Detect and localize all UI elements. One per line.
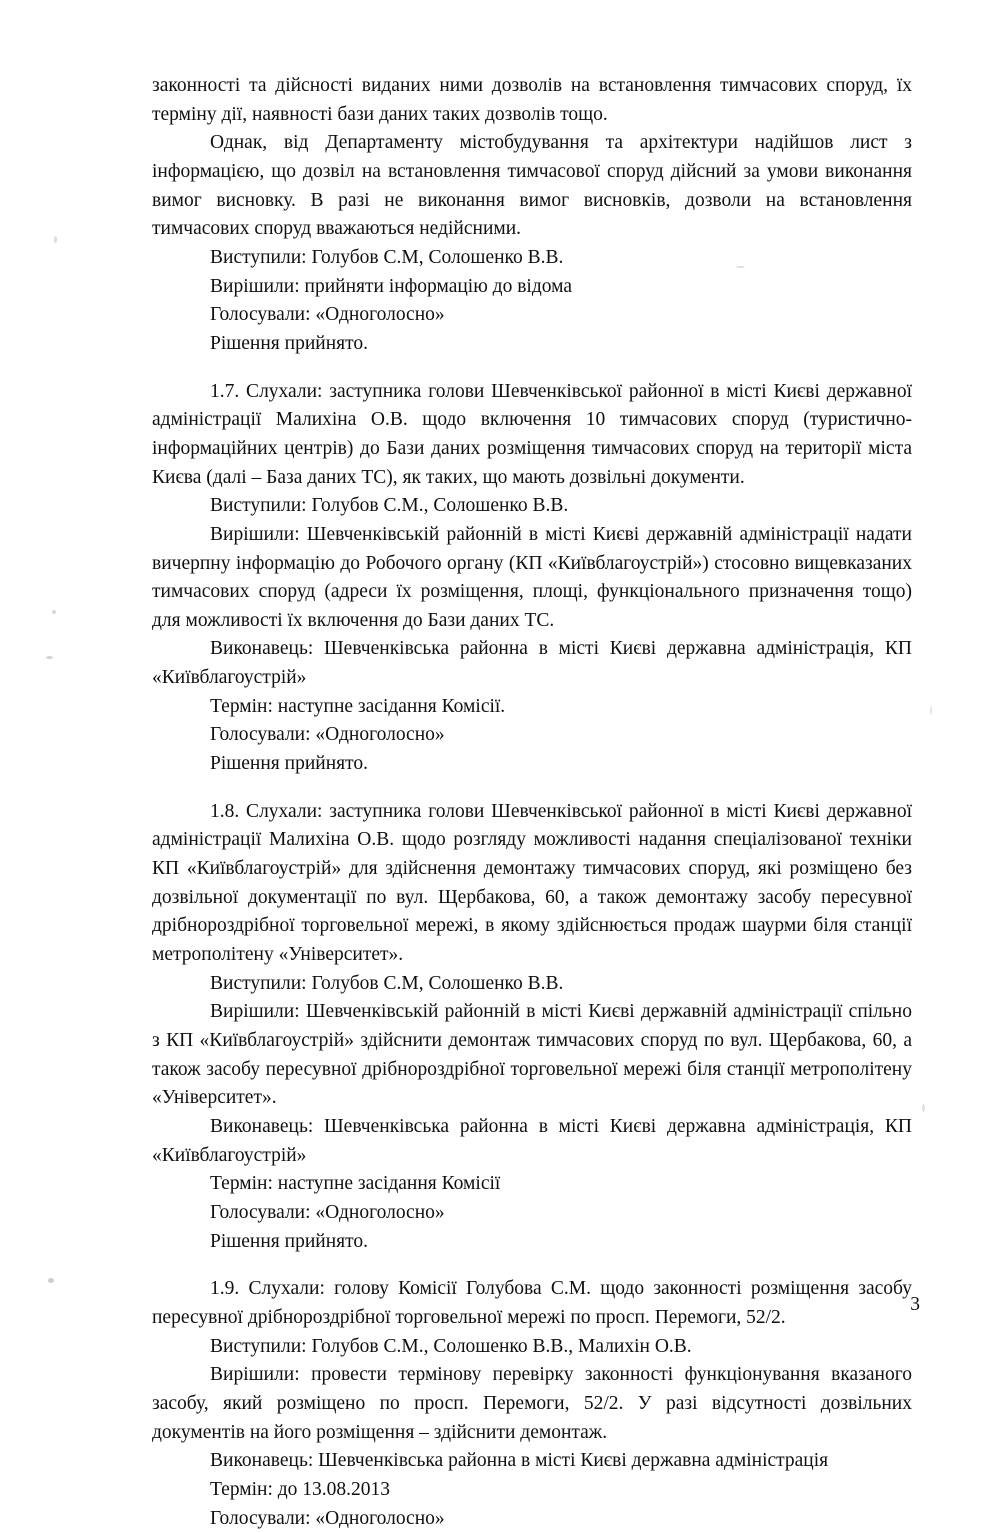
paragraph-1-8-vyrishyly: Вирішили: Шевченківській районній в місті Києві державній адміністрації спільно з КП «Київблагоустрій» здійснити демонтаж тимчасових споруд по вул. Щербакова, 60, а також засобу пересувної дрібнороздрібної торговельної мережі біля станції метрополітену «Університет».: [152, 998, 912, 1113]
paragraph-1-7-termin: Термін: наступне засідання Комісії.: [152, 693, 912, 722]
paragraph-1-9-vyrishyly: Вирішили: провести термінову перевірку законності функціонування вказаного засобу, який розміщено по просп. Перемоги, 52/2. У разі відсутності дозвільних документів на його розміщення – здійснити демонтаж.: [152, 1361, 912, 1447]
scan-speck: [930, 706, 932, 715]
paragraph-1-8-holosuvaly: Голосували: «Одноголосно»: [152, 1199, 912, 1228]
paragraph-1-7-vystupyly: Виступили: Голубов С.М., Солошенко В.В.: [152, 492, 912, 521]
document-body: [152, 72, 912, 1533]
paragraph-gap: [152, 359, 912, 378]
paragraph-1-8-slukhaly: 1.8. Слухали: заступника голови Шевченківської районної в місті Києві державної адміністрації Малихіна О.В. щодо розгляду можливості надання спеціалізованої техніки КП «Київблагоустрій» для здійснення демонтажу тимчасових споруд, які розміщено без дозвільної документації по вул. Щербакова, 60, а також демонтажу засобу пересувної дрібнороздрібної торговельної мережі, в якому здійснюється продаж шаурми біля станції метрополітену «Університет».: [152, 798, 912, 970]
paragraph-1-8-vystupyly: Виступили: Голубов С.М, Солошенко В.В.: [152, 970, 912, 999]
scan-speck: [46, 656, 53, 659]
paragraph-1-8-vykonavets: Виконавець: Шевченківська районна в місті Києві державна адміністрація, КП «Київблагоустрій»: [152, 1113, 912, 1170]
paragraph-1-8-rishennia: Рішення прийнято.: [152, 1228, 912, 1257]
paragraph-1-9-vystupyly: Виступили: Голубов С.М., Солошенко В.В., Малихін О.В.: [152, 1333, 912, 1362]
paragraph-1-9-vykonavets: Виконавець: Шевченківська районна в місті Києві державна адміністрація: [152, 1447, 912, 1476]
paragraph-continuation: законності та дійсності виданих ними дозволів на встановлення тимчасових споруд, їх терміну дії, наявності бази даних таких дозволів тощо.: [152, 72, 912, 129]
paragraph-1-6-holosuvaly: Голосували: «Одноголосно»: [152, 301, 912, 330]
scan-speck: [54, 236, 57, 243]
paragraph-1-6-vystupyly: Виступили: Голубов С.М, Солошенко В.В.: [152, 244, 912, 273]
paragraph-odnak: Однак, від Департаменту містобудування та архітектури надійшов лист з інформацією, що дозвіл на встановлення тимчасової споруд дійсний за умови виконання вимог висновку. В разі не виконання вимог висновків, дозволи на встановлення тимчасових споруд вважаються недійсними.: [152, 129, 912, 244]
paragraph-1-7-holosuvaly: Голосували: «Одноголосно»: [152, 721, 912, 750]
paragraph-1-8-termin: Термін: наступне засідання Комісії: [152, 1170, 912, 1199]
paragraph-1-7-vykonavets: Виконавець: Шевченківська районна в місті Києві державна адміністрація, КП «Київблагоустрій»: [152, 635, 912, 692]
paragraph-gap: [152, 779, 912, 798]
paragraph-1-9-slukhaly: 1.9. Слухали: голову Комісії Голубова С.М. щодо законності розміщення засобу пересувної дрібнороздрібної торговельної мережі по просп. Перемоги, 52/2.: [152, 1275, 912, 1332]
paragraph-1-7-slukhaly: 1.7. Слухали: заступника голови Шевченківської районної в місті Києві державної адміністрації Малихіна О.В. щодо включення 10 тимчасових споруд (туристично-інформаційних центрів) до Бази даних розміщення тимчасових споруд на території міста Києва (далі – База даних ТС), як таких, що мають дозвільні документи.: [152, 378, 912, 493]
paragraph-1-9-holosuvaly: Голосували: «Одноголосно»: [152, 1505, 912, 1533]
scan-speck: [48, 1278, 54, 1283]
paragraph-1-6-rishennia: Рішення прийнято.: [152, 330, 912, 359]
paragraph-1-7-vyrishyly: Вирішили: Шевченківській районній в місті Києві державній адміністрації надати вичерпну інформацію до Робочого органу (КП «Київблагоустрій») стосовно вищевказаних тимчасових споруд (адреси їх розміщення, площі, функціонального призначення тощо) для можливості їх включення до Бази даних ТС.: [152, 521, 912, 636]
page-number: 3: [910, 1294, 920, 1316]
paragraph-1-6-vyrishyly: Вирішили: прийняти інформацію до відома: [152, 273, 912, 302]
paragraph-1-9-termin: Термін: до 13.08.2013: [152, 1476, 912, 1505]
scan-speck: [52, 610, 56, 614]
paragraph-gap: [152, 1256, 912, 1275]
paragraph-1-7-rishennia: Рішення прийнято.: [152, 750, 912, 779]
scan-speck: [922, 1104, 925, 1112]
scan-speck: [736, 266, 745, 268]
